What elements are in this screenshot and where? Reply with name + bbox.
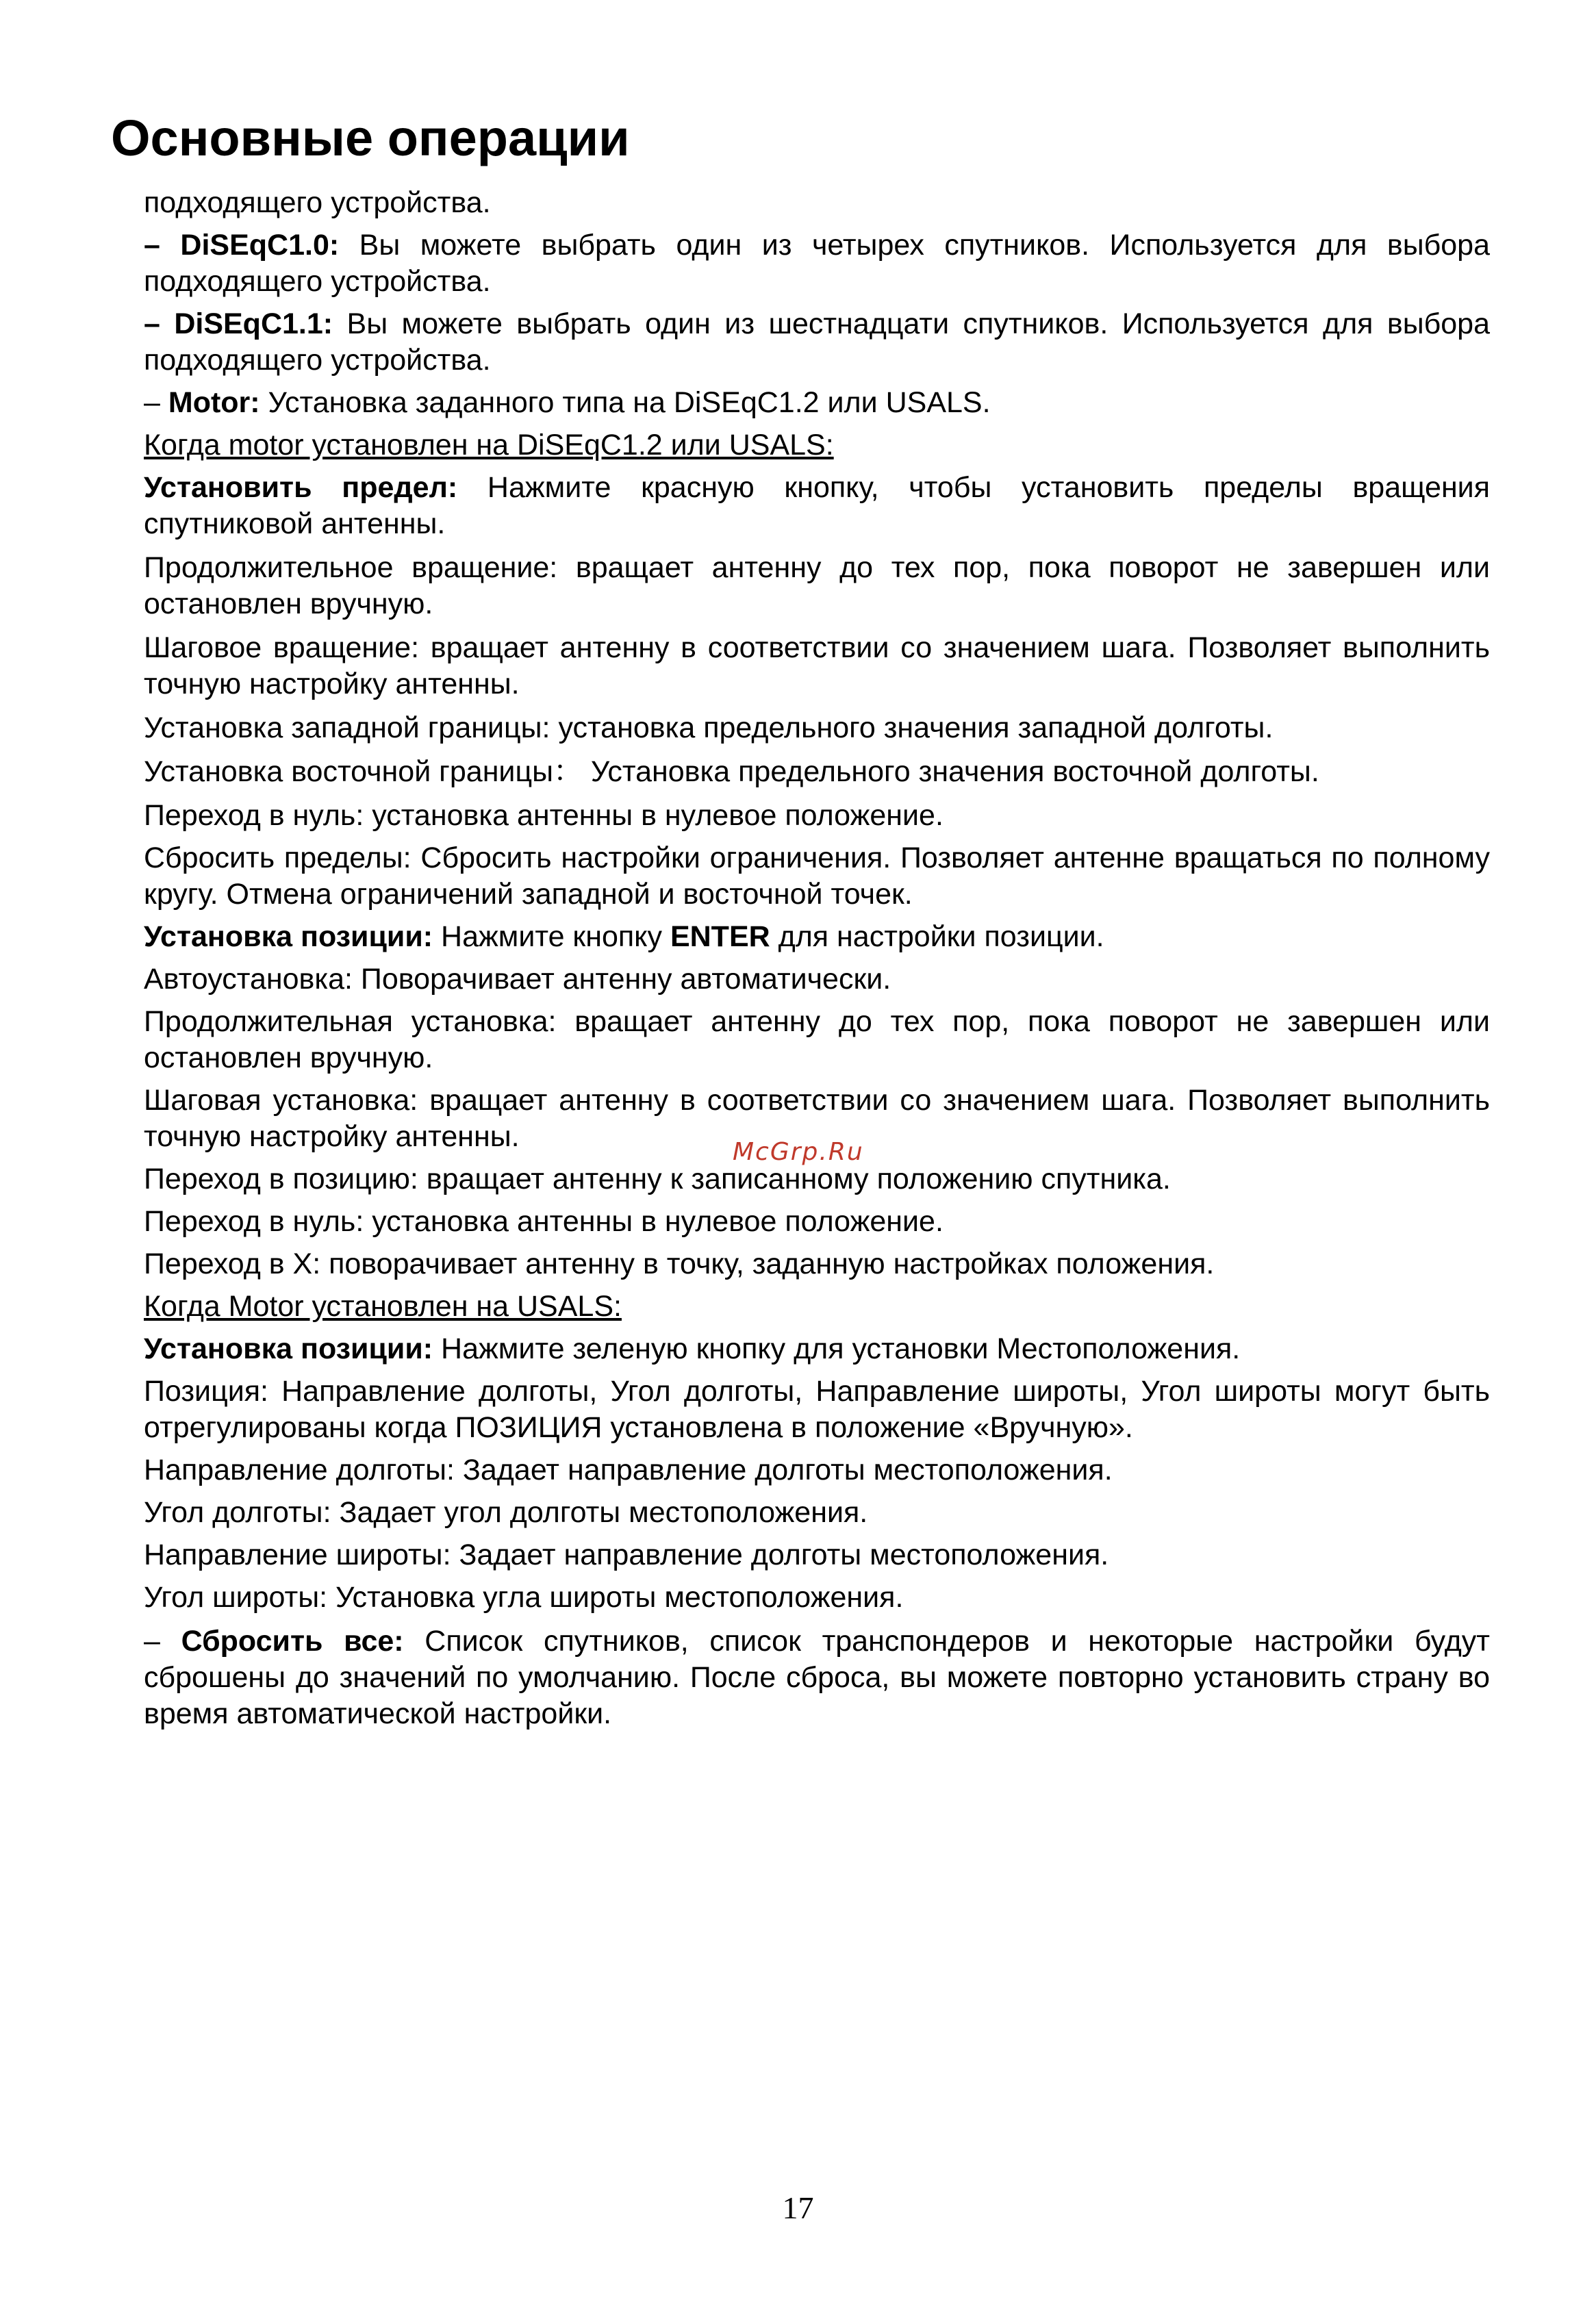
paragraph-longitude-direction: Направление долготы: Задает направление долготы местоположения. [144, 1454, 1113, 1486]
paragraph-step-setup: Шаговая установка: вращает антенну в соответствии со значением шага. Позволяет выполнить точную настройку антенны. [144, 1084, 1490, 1153]
text-reset-all: Список спутников, список транспондеров и некоторые настройки будут сброшены до значений по умолчанию. После сброса, вы можете повторно установить страну во время автоматической настройки. [144, 1625, 1490, 1730]
subheading-text: Когда Motor установлен на USALS: [144, 1290, 622, 1323]
term-set-limit: Установить предел: [144, 471, 458, 504]
text-set-position-usals: Нажмите зеленую кнопку для установки Местоположения. [433, 1332, 1241, 1365]
text-motor: Установка заданного типа на DiSEqC1.2 или USALS. [259, 386, 991, 419]
paragraph-longitude-angle: Угол долготы: Задает угол долготы местоположения. [144, 1496, 868, 1529]
subheading-text: Когда motor установлен на DiSEqC1.2 или USALS: [144, 429, 834, 461]
paragraph-continuous-setup: Продолжительная установка: вращает антенну до тех пор, пока поворот не завершен или остановлен вручную. [144, 1005, 1490, 1074]
paragraph-goto-zero-2: Переход в нуль: установка антенны в нулевое положение. [144, 1205, 943, 1238]
paragraph-motor [144, 385, 1490, 421]
paragraph-set-position [144, 919, 1490, 955]
paragraph-goto-position: Переход в позицию: вращает антенну к записанному положению спутника. [144, 1163, 1171, 1195]
heading-diseqc12-usals [144, 427, 1490, 464]
paragraph-east-limit: Установка восточной границы： Установка предельного значения восточной долготы. [144, 755, 1319, 788]
term-motor: Motor: [168, 386, 260, 419]
paragraph-position: Позиция: Направление долготы, Угол долготы, Направление широты, Угол широты могут быть отрегулированы когда ПОЗИЦИЯ установлена в положение «Вручную». [144, 1375, 1490, 1444]
watermark: McGrp.Ru [733, 1138, 864, 1166]
paragraph-set-position-usals [144, 1331, 1490, 1367]
term-set-position-usals: Установка позиции: [144, 1332, 433, 1365]
document-body [144, 185, 1490, 1740]
page-title: Основные операции [111, 110, 630, 166]
text-set-position-1: Нажмите кнопку [433, 920, 670, 953]
paragraph-reset-limits: Сбросить пределы: Сбросить настройки ограничения. Позволяет антенне вращаться по полному кругу. Отмена ограничений западной и восточной точек. [144, 841, 1490, 911]
paragraph-latitude-angle: Угол широты: Установка угла широты местоположения. [144, 1581, 904, 1614]
text-set-position-2: для настройки позиции. [770, 920, 1104, 953]
paragraph-goto-x: Переход в X: поворачивает антенну в точку, заданную настройках положения. [144, 1247, 1215, 1280]
term-diseqc10: – DiSEqC1.0: [144, 229, 340, 262]
paragraph-continuation: подходящего устройства. [144, 186, 491, 219]
dash-prefix: – [144, 1625, 181, 1658]
text-diseqc11: Вы можете выбрать один из шестнадцати спутников. Используется для выбора подходящего устройства. [144, 307, 1490, 377]
term-set-position: Установка позиции: [144, 920, 433, 953]
paragraph-continuous-rotation: Продолжительное вращение: вращает антенну до тех пор, пока поворот не завершен или остановлен вручную. [144, 551, 1490, 620]
paragraph-auto-setup: Автоустановка: Поворачивает антенну автоматически. [144, 963, 891, 996]
paragraph-reset-all [144, 1623, 1490, 1732]
dash-prefix: – [144, 386, 168, 419]
heading-usals [144, 1289, 1490, 1325]
page-number: 17 [782, 2190, 814, 2225]
text-set-limit: Нажмите красную кнопку, чтобы установить пределы вращения спутниковой антенны. [144, 471, 1490, 540]
paragraph-latitude-direction: Направление широты: Задает направление долготы местоположения. [144, 1538, 1109, 1571]
term-diseqc11: – DiSEqC1.1: [144, 307, 333, 340]
paragraph-diseqc11 [144, 306, 1490, 379]
term-reset-all: Сбросить все: [181, 1625, 404, 1658]
paragraph-west-limit: Установка западной границы: установка предельного значения западной долготы. [144, 711, 1274, 744]
paragraph-goto-zero: Переход в нуль: установка антенны в нулевое положение. [144, 799, 943, 832]
text-diseqc10: Вы можете выбрать один из четырех спутников. Используется для выбора подходящего устройства. [144, 229, 1490, 298]
term-enter-key: ENTER [670, 920, 770, 953]
paragraph-step-rotation: Шаговое вращение: вращает антенну в соответствии со значением шага. Позволяет выполнить точную настройку антенны. [144, 631, 1490, 700]
paragraph-diseqc10 [144, 227, 1490, 300]
paragraph-set-limit [144, 470, 1490, 542]
